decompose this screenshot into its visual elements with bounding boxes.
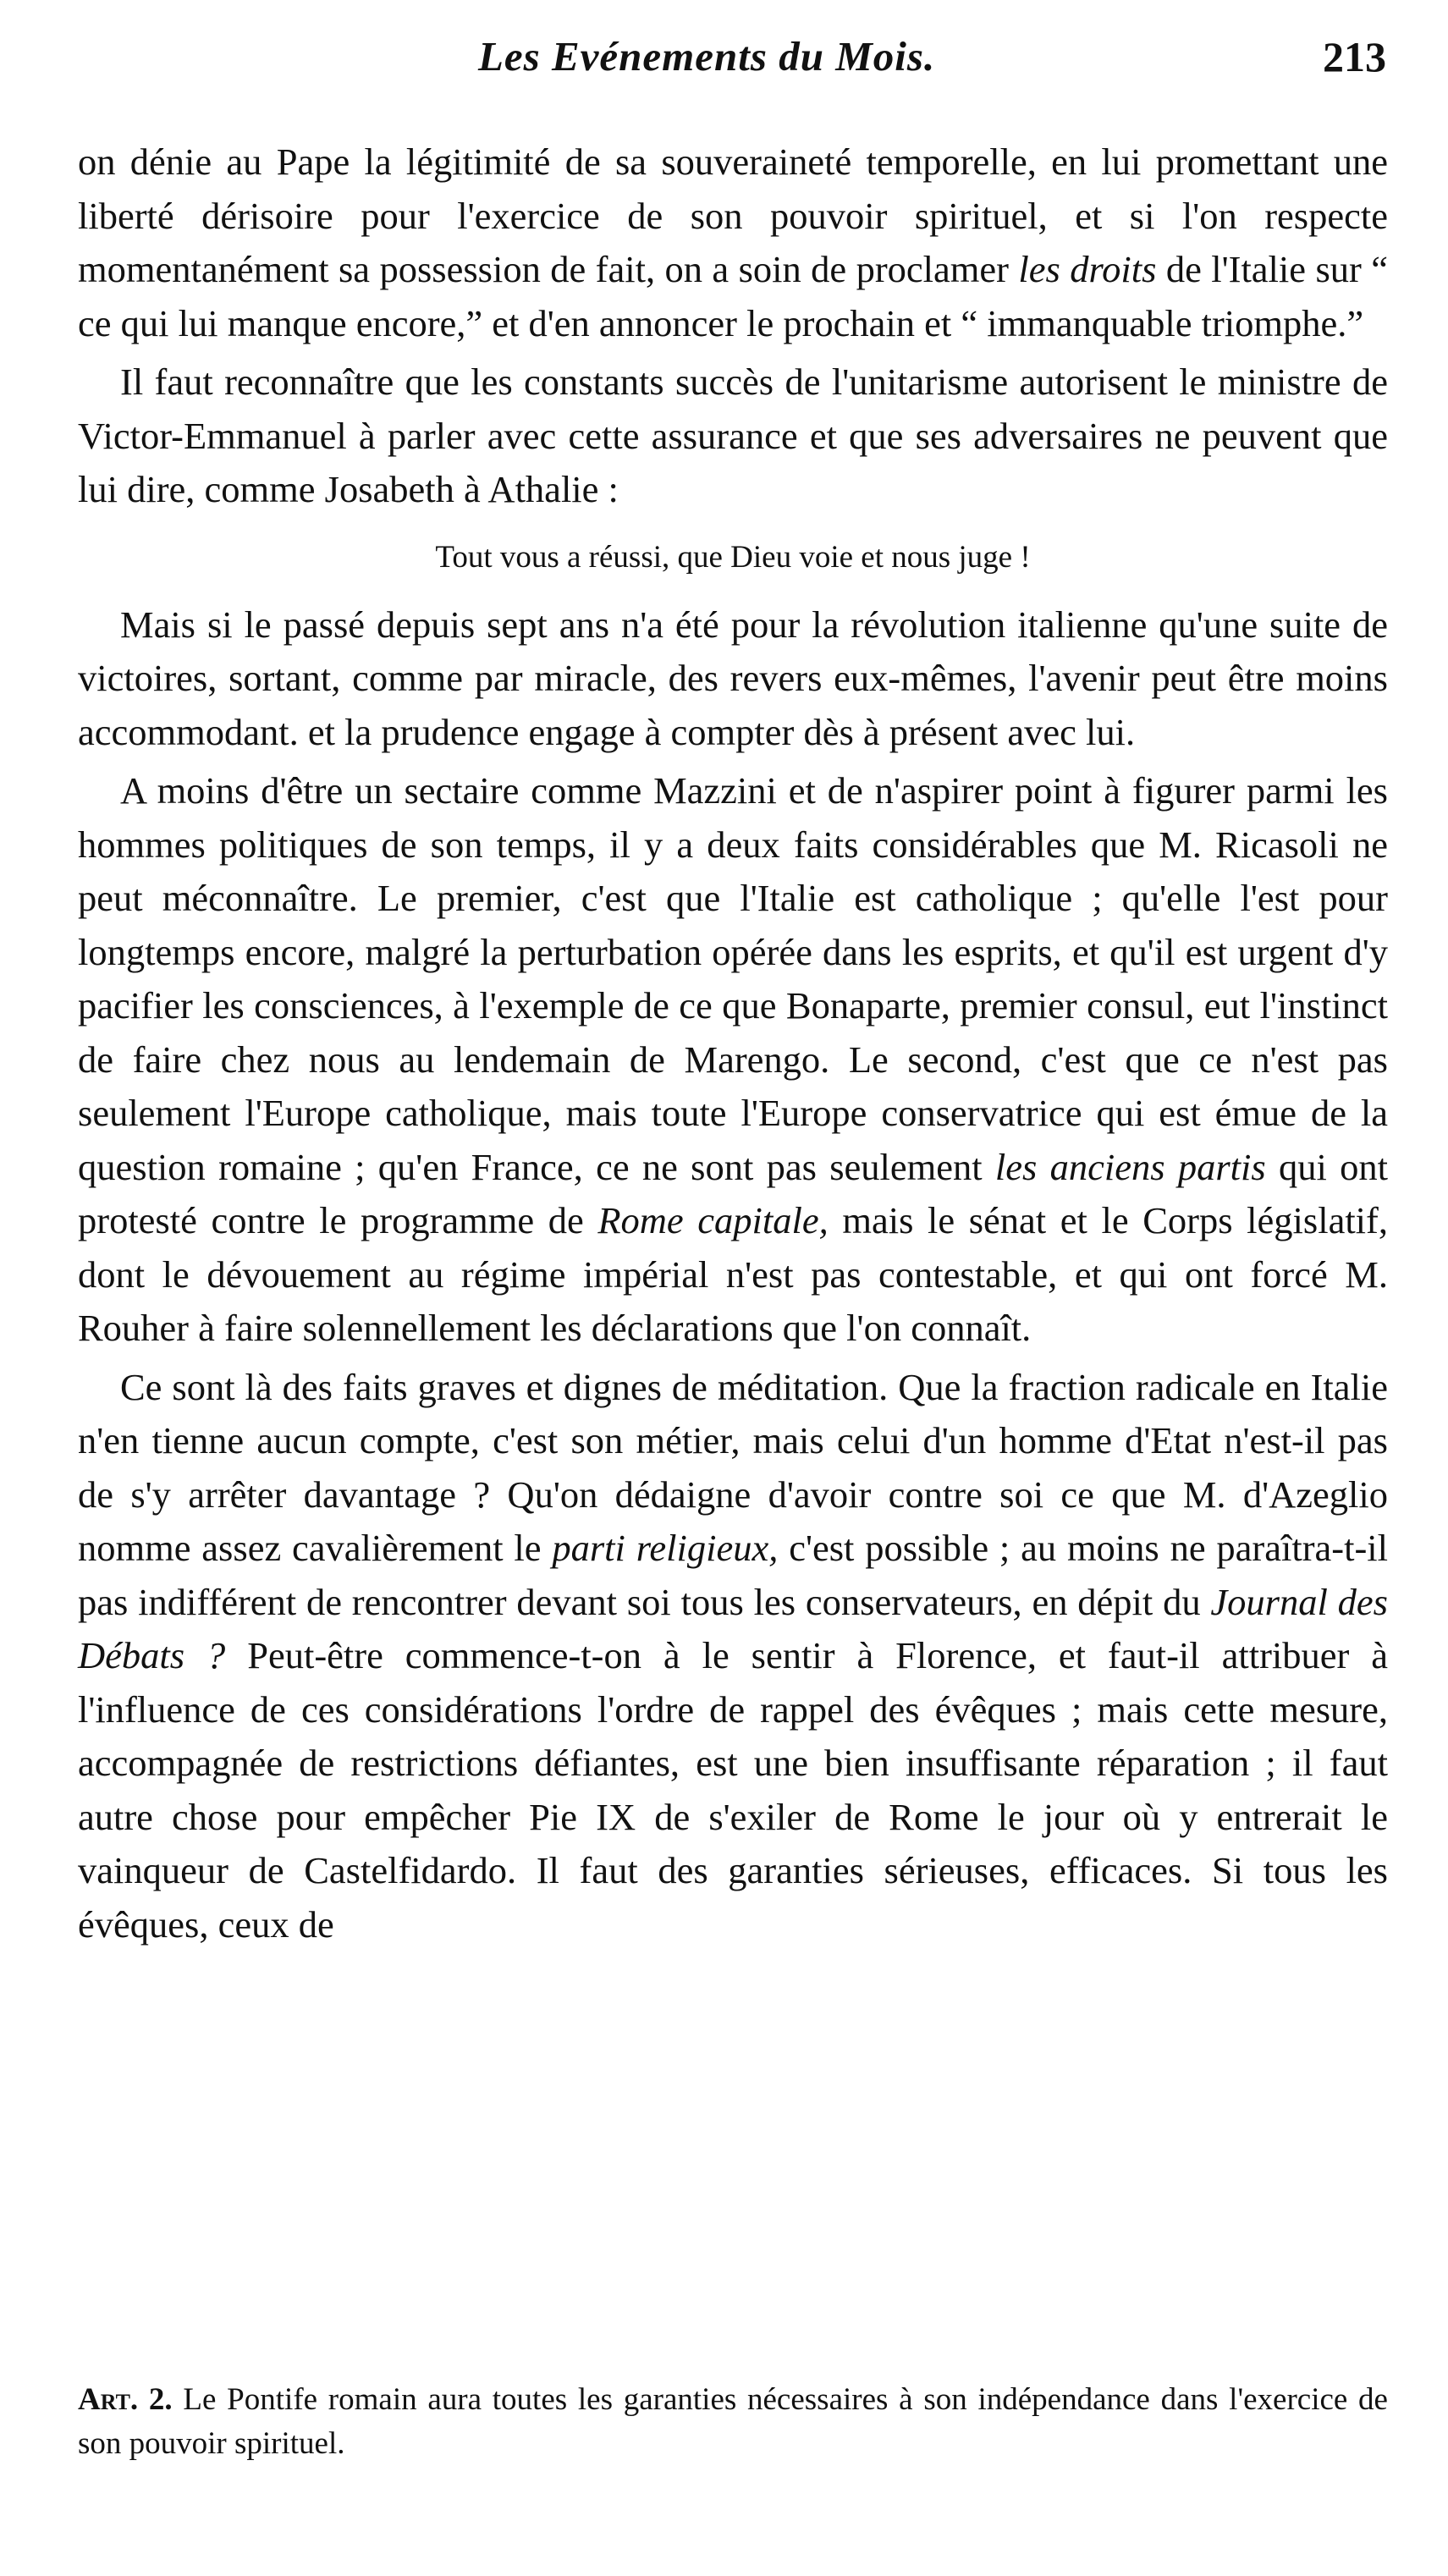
paragraph-5-emphasis-2: Journal des Débats ? [78,1580,1388,1676]
paragraph-2: Il faut reconnaître que les constants succès de l'unitarisme autorisent le ministre de Victor-Emmanuel à parler avec cette assurance et que ses adversaires ne peuvent que lui dire, comme Josabeth à Athalie : [78,361,1388,510]
paragraph-3: Mais si le passé depuis sept ans n'a été pour la révolution italienne qu'une suite de victoires, sortant, comme par miracle, des revers eux-mêmes, l'avenir peut être moins accommodant. et la prudence engage à compter dès à présent avec lui. [78,603,1388,753]
paragraph-4-emphasis-1: les anciens partis [994,1145,1266,1188]
footnote [78,2378,1388,2466]
paragraph-5-part-c: Peut-être commence-t-on à le sentir à Florence, et faut-il attribuer à l'influence de ces considérations l'ordre de rappel des évêques ; mais cette mesure, accompagnée de restrictions défiantes, est une bien insuffisante réparation ; il faut autre chose pour empêcher Pie IX de s'exiler de Rome le jour où y entrerait le vainqueur de Castelfidardo. Il faut des garanties sérieuses, efficaces. Si tous les évêques, ceux de [78,1634,1389,1946]
page-number: 213 [1323,33,1386,80]
paragraph-1-part-b: de l'Italie sur “ ce qui lui manque encore,” et d'en annoncer le prochain et “ immanquable triomphe.” [78,248,1388,344]
paragraph-1-part-a: on dénie au Pape la légitimité de sa souveraineté temporelle, en lui promettant une liberté dérisoire pour l'exercice de son pouvoir spirituel, et si l'on respecte momentanément sa possession de fait, on a soin de proclamer [78,140,1388,290]
paragraph-4 [78,764,1388,1356]
paragraph-4-part-a: A moins d'être un sectaire comme Mazzini et de n'aspirer point à figurer parmi les hommes politiques de son temps, il y a deux faits considérables que M. Ricasoli ne peut méconnaître. Le premier, c'est que l'Italie est catholique ; qu'elle l'est pour longtemps encore, malgré la perturbation opérée dans les esprits, et qu'il est urgent d'y pacifier les consciences, à l'exemple de ce que Bonaparte, premier consul, eut l'instinct de faire chez nous au lendemain de Marengo. Le second, c'est que ce n'est pas seulement l'Europe catholique, mais toute l'Europe conservatrice qui est émue de la question romaine ; qu'en France, ce ne sont pas seulement [78,769,1388,1188]
paragraph-5-emphasis-1: parti religieux, [552,1527,779,1569]
running-title: Les Evénements du Mois. [478,33,936,80]
paragraph-4-part-c: mais le sénat et le Corps législatif, dont le dévouement au régime impérial n'est pas contestable, et qui ont forcé M. Rouher à faire solennellement les déclarations que l'on connaît. [78,1199,1388,1349]
paragraph-5 [78,1361,1388,1952]
footnote-label: Art. 2. [78,2382,173,2417]
paragraph-5-part-b: c'est possible ; au moins ne paraîtra-t-il pas indifférent de rencontrer devant soi tous les conservateurs, en dépit du [78,1527,1388,1623]
body-text [78,135,1388,1957]
paragraph-5-part-a: Ce sont là des faits graves et dignes de méditation. Que la fraction radicale en Italie n'en tienne aucun compte, c'est son métier, mais celui d'un homme d'Etat n'est-il pas de s'y arrêter davantage ? Qu'on dédaigne d'avoir contre soi ce que M. d'Azeglio nomme assez cavalièrement le [78,1365,1388,1569]
verse-quotation: Tout vous a réussi, que Dieu voie et nous juge ! [435,539,1031,575]
paragraph-1-emphasis: les droits [1018,248,1157,290]
paragraph-4-emphasis-2: Rome capitale, [597,1199,829,1241]
paragraph-4-part-b: qui ont protesté contre le programme de [78,1145,1388,1241]
paragraph-1 [78,135,1388,350]
page-header [0,32,1448,91]
footnote-text: Le Pontife romain aura toutes les garanties nécessaires à son indépendance dans l'exercice de son pouvoir spirituel. [78,2382,1388,2461]
